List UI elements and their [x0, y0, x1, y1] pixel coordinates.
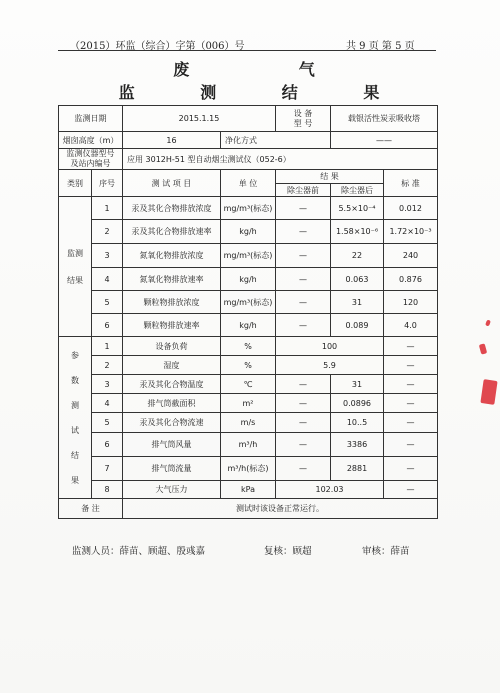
reviewer-name: 复核：顾超: [264, 546, 312, 557]
row-standard: —: [384, 457, 438, 481]
row-item: 氮氧化物排放速率: [123, 268, 221, 291]
group1-label-top: 监测: [67, 248, 83, 258]
col-seq: 序号: [92, 170, 123, 197]
row-after: 10..5: [331, 413, 384, 433]
row-standard: —: [384, 375, 438, 394]
group2-label-char: 测: [71, 400, 79, 410]
group2-label-char: 结: [71, 450, 79, 460]
row-standard: —: [384, 337, 438, 356]
row-unit: kg/h: [221, 268, 276, 291]
row-before: —: [276, 244, 331, 268]
row-item: 汞及其化合物排放浓度: [123, 197, 221, 220]
row-result: 5.9: [276, 356, 384, 375]
document-number: （2015）环监（综合）字第（006）号: [70, 41, 245, 52]
group2-label-char: 参: [71, 350, 79, 360]
row-before: —: [276, 457, 331, 481]
row-after: 31: [331, 375, 384, 394]
row-unit: kg/h: [221, 314, 276, 337]
row-before: —: [276, 197, 331, 220]
page-count: 共 9 页 第 5 页: [346, 41, 415, 52]
table-row: [59, 244, 438, 268]
row-unit: mg/m³(标态): [221, 197, 276, 220]
group2-label-char: 试: [71, 425, 79, 435]
remark-text: 测试时该设备正常运行。: [123, 499, 438, 519]
table-row: [59, 433, 438, 457]
row-standard: —: [384, 481, 438, 499]
row-before: —: [276, 413, 331, 433]
row-unit: %: [221, 356, 276, 375]
row-before: —: [276, 291, 331, 314]
purify-label: 净化方式: [221, 132, 331, 149]
row-after: 0.0896: [331, 394, 384, 413]
remark-row: [59, 499, 438, 519]
results-table: [58, 105, 438, 519]
table-row: [59, 291, 438, 314]
device-label: 设 备 型 号: [276, 106, 331, 132]
header-rule: [58, 50, 436, 51]
col-unit: 单 位: [221, 170, 276, 197]
row-number: 3: [92, 375, 123, 394]
height-label: 烟囱高度（m）: [59, 132, 123, 149]
group2-label-char: 果: [71, 475, 79, 485]
row-number: 5: [92, 291, 123, 314]
row-number: 6: [92, 433, 123, 457]
row-unit: m²: [221, 394, 276, 413]
remark-label: 备 注: [59, 499, 123, 519]
date-value: 2015.1.15: [123, 106, 276, 132]
row-unit: %: [221, 337, 276, 356]
row-unit: kg/h: [221, 220, 276, 244]
row-standard: —: [384, 394, 438, 413]
height-value: 16: [123, 132, 221, 149]
staff-names: 监测人员：薛苗、顾超、殷彧嘉: [72, 546, 206, 557]
row-before: —: [276, 314, 331, 337]
row-item: 颗粒物排放浓度: [123, 291, 221, 314]
column-header-row: [59, 170, 438, 184]
row-standard: 120: [384, 291, 438, 314]
row-unit: mg/m³(标态): [221, 244, 276, 268]
info-row-date: [59, 106, 438, 132]
row-unit: m³/h(标态): [221, 457, 276, 481]
row-number: 4: [92, 268, 123, 291]
col-item: 测 试 项 目: [123, 170, 221, 197]
row-standard: —: [384, 413, 438, 433]
row-item: 排气筒风量: [123, 433, 221, 457]
group1-label-bottom: 结果: [67, 275, 83, 285]
auditor-name: 审核：薛苗: [362, 546, 410, 557]
table-row: [59, 375, 438, 394]
row-standard: —: [384, 433, 438, 457]
row-before: —: [276, 375, 331, 394]
row-unit: kPa: [221, 481, 276, 499]
device-value: 载银活性炭汞吸收塔: [331, 106, 438, 132]
title-line-1: 废 气: [173, 60, 367, 79]
row-unit: m/s: [221, 413, 276, 433]
col-category: 类别: [59, 170, 92, 197]
table-row: [59, 337, 438, 356]
row-after: 3386: [331, 433, 384, 457]
table-row: [59, 481, 438, 499]
row-after: 31: [331, 291, 384, 314]
row-after: 0.089: [331, 314, 384, 337]
table-row: [59, 197, 438, 220]
row-item: 汞及其化合物温度: [123, 375, 221, 394]
row-unit: m³/h: [221, 433, 276, 457]
table-row: [59, 314, 438, 337]
row-item: 颗粒物排放速率: [123, 314, 221, 337]
col-before: 除尘器前: [276, 184, 331, 197]
col-result: 结 果: [276, 170, 384, 184]
table-row: [59, 394, 438, 413]
row-number: 4: [92, 394, 123, 413]
col-after: 除尘器后: [331, 184, 384, 197]
title-line-2: 监 测 结 果: [118, 83, 410, 102]
row-before: —: [276, 433, 331, 457]
instrument-value: 应用 3012H-51 型自动烟尘测试仪（052-6）: [123, 149, 438, 170]
date-label: 监测日期: [59, 106, 123, 132]
row-standard: 240: [384, 244, 438, 268]
row-item: 大气压力: [123, 481, 221, 499]
row-result: 100: [276, 337, 384, 356]
group1-label: [59, 197, 92, 337]
info-row-instrument: [59, 149, 438, 170]
row-item: 氮氧化物排放浓度: [123, 244, 221, 268]
row-unit: mg/m³(标态): [221, 291, 276, 314]
row-number: 3: [92, 244, 123, 268]
table-row: [59, 220, 438, 244]
row-number: 6: [92, 314, 123, 337]
red-seal-fragment: [470, 320, 500, 420]
row-result: 102.03: [276, 481, 384, 499]
row-number: 2: [92, 220, 123, 244]
row-item: 汞及其化合物流速: [123, 413, 221, 433]
row-after: 0.063: [331, 268, 384, 291]
col-standard: 标 准: [384, 170, 438, 197]
group2-label: [59, 337, 92, 499]
row-standard: 1.72×10⁻³: [384, 220, 438, 244]
row-number: 1: [92, 197, 123, 220]
info-row-height: [59, 132, 438, 149]
row-after: 1.58×10⁻⁶: [331, 220, 384, 244]
row-item: 设备负荷: [123, 337, 221, 356]
row-before: —: [276, 394, 331, 413]
row-standard: 4.0: [384, 314, 438, 337]
row-item: 湿度: [123, 356, 221, 375]
row-item: 汞及其化合物排放速率: [123, 220, 221, 244]
row-standard: 0.876: [384, 268, 438, 291]
instrument-label: 监测仪器型号 及站内编号: [59, 149, 123, 170]
row-item: 排气筒流量: [123, 457, 221, 481]
purify-value: ——: [331, 132, 438, 149]
row-standard: —: [384, 356, 438, 375]
row-number: 2: [92, 356, 123, 375]
row-standard: 0.012: [384, 197, 438, 220]
table-row: [59, 268, 438, 291]
row-after: 22: [331, 244, 384, 268]
row-after: 2881: [331, 457, 384, 481]
row-item: 排气筒截面积: [123, 394, 221, 413]
row-before: —: [276, 268, 331, 291]
row-number: 7: [92, 457, 123, 481]
row-number: 5: [92, 413, 123, 433]
table-row: [59, 457, 438, 481]
row-number: 1: [92, 337, 123, 356]
row-number: 8: [92, 481, 123, 499]
group2-label-char: 数: [71, 375, 79, 385]
table-row: [59, 413, 438, 433]
row-unit: ℃: [221, 375, 276, 394]
table-row: [59, 356, 438, 375]
row-before: —: [276, 220, 331, 244]
row-after: 5.5×10⁻⁴: [331, 197, 384, 220]
